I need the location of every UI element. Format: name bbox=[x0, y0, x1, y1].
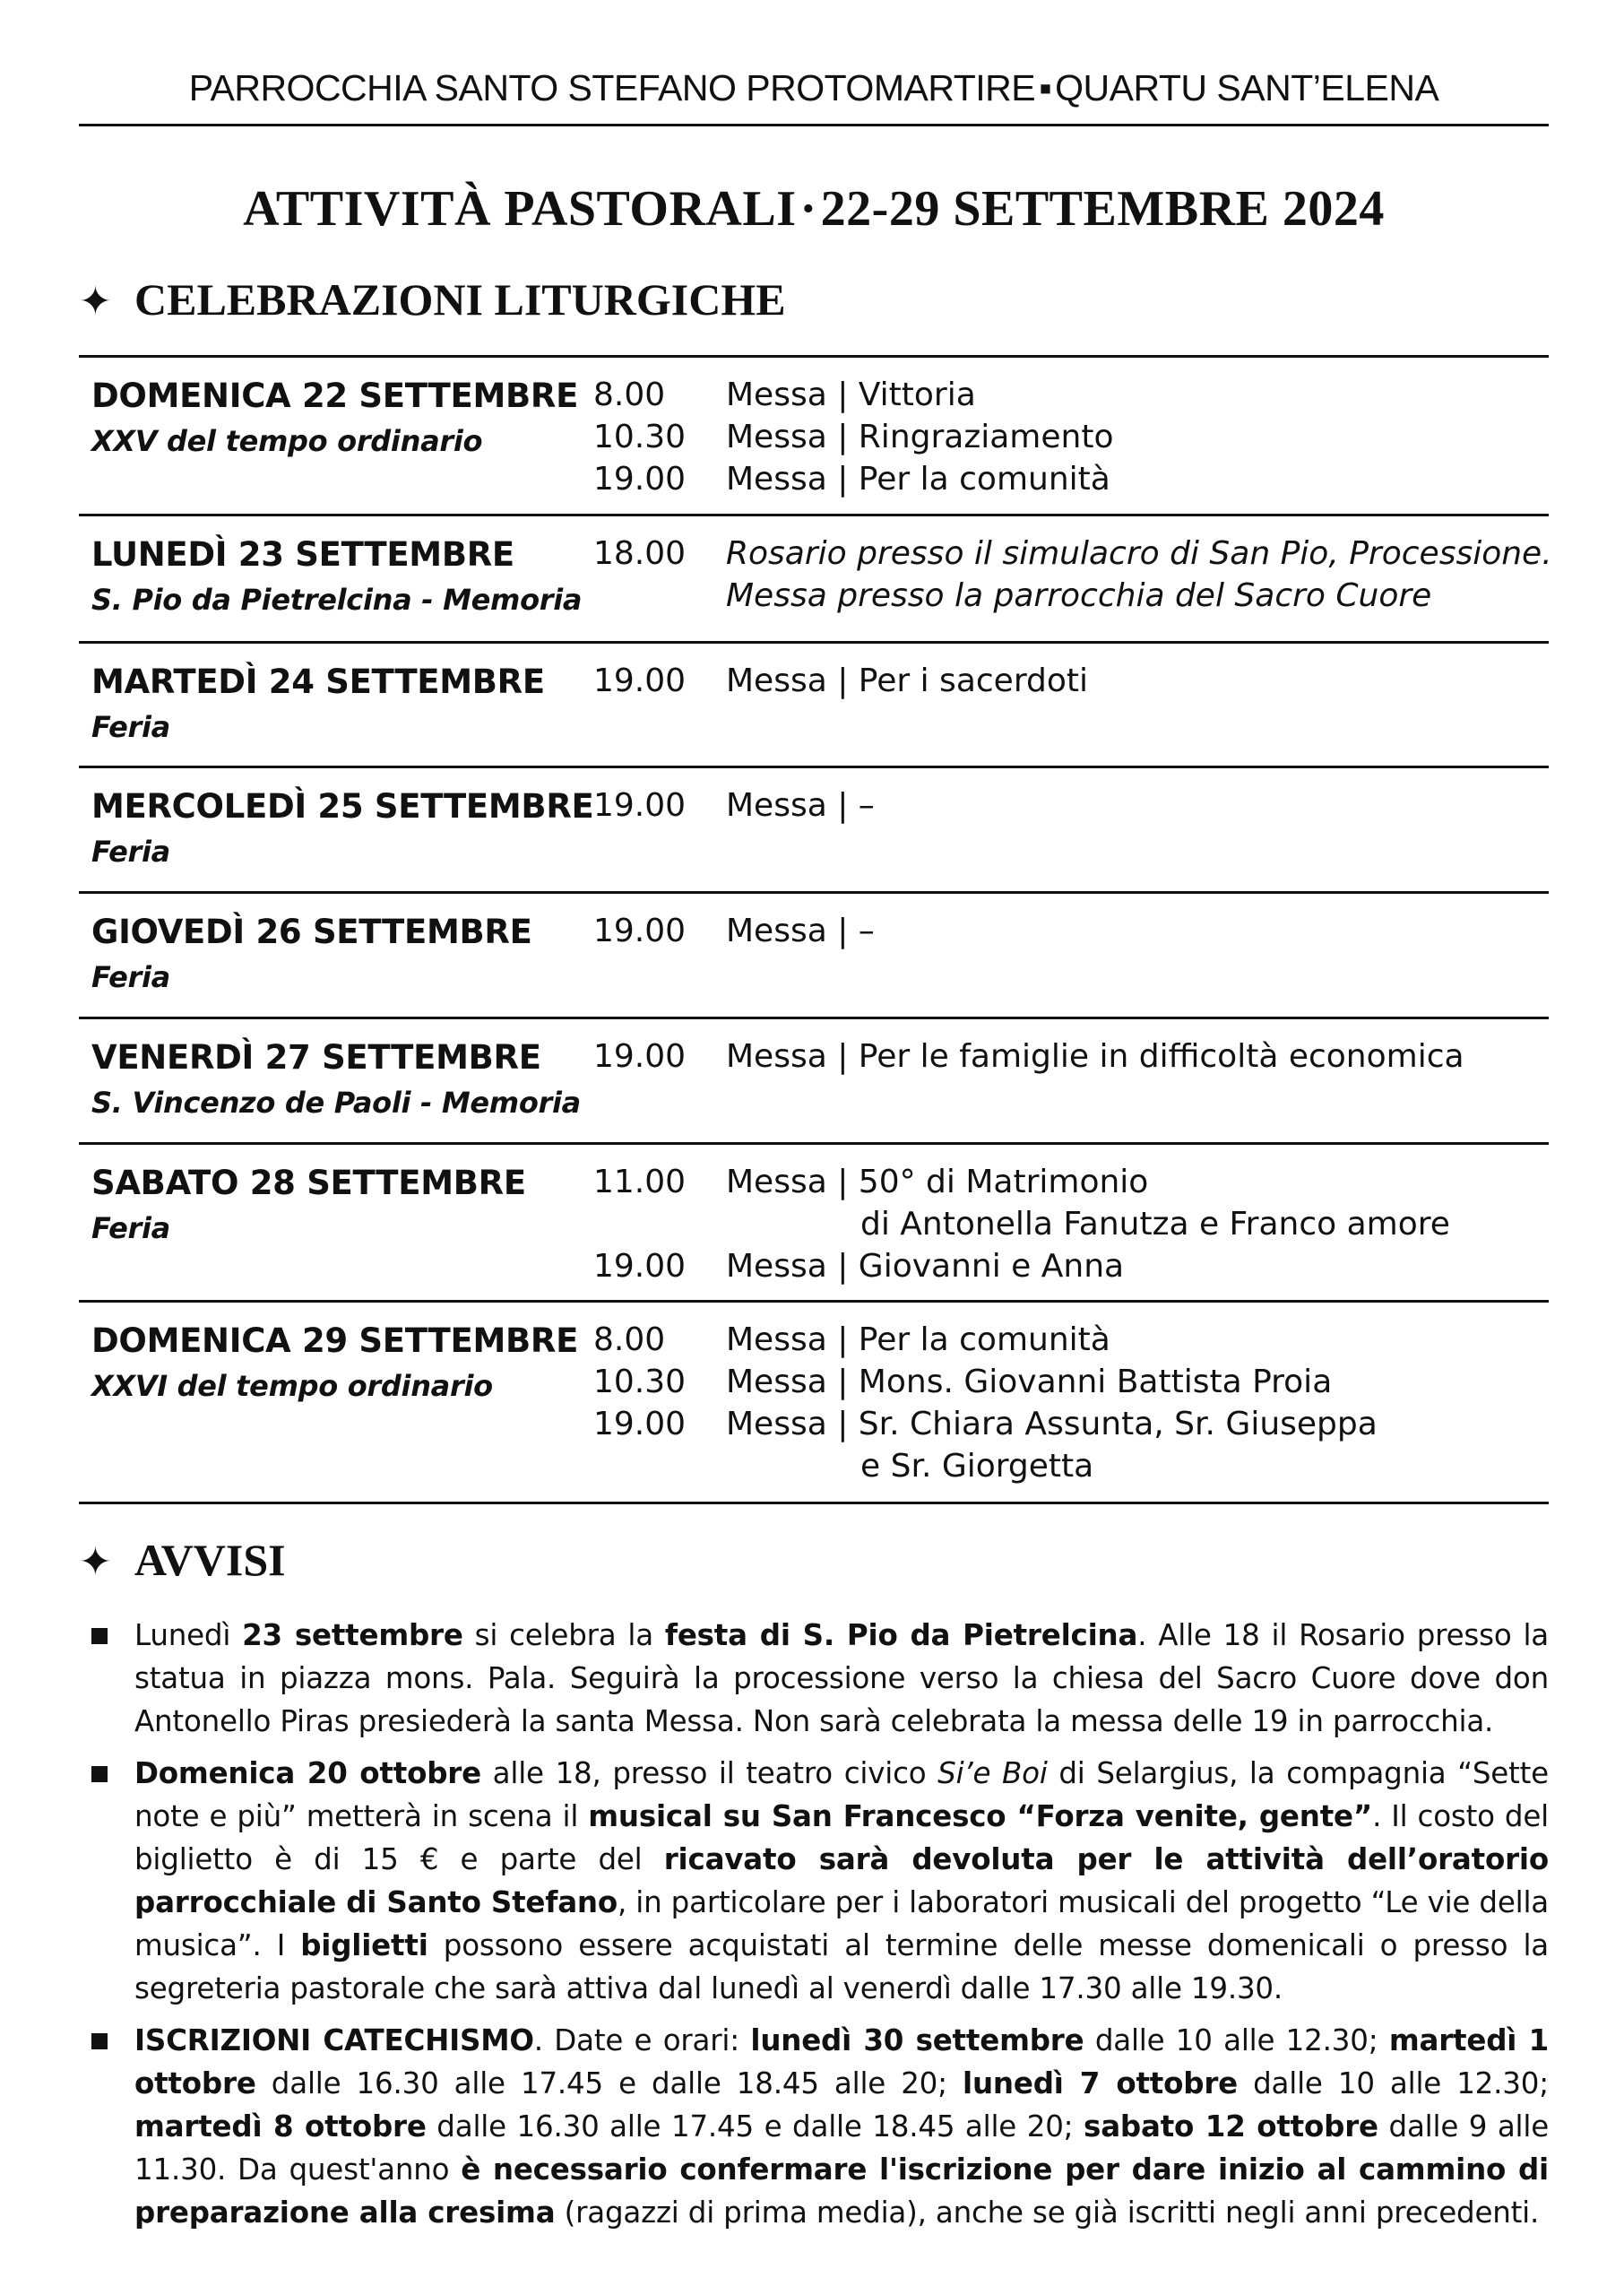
slot-description: Messa | Mons. Giovanni Battista Proia bbox=[726, 1364, 1333, 1400]
day-name: GIOVEDÌ 26 SETTEMBRE bbox=[91, 913, 532, 951]
notice-text: , in particolare per i laboratori musicali del progetto “Le vie della musica”. I bbox=[134, 1885, 1549, 1962]
day-name: DOMENICA 29 SETTEMBRE bbox=[91, 1321, 579, 1360]
day-cell bbox=[91, 1161, 526, 1251]
slot-time: 19.00 bbox=[593, 913, 687, 949]
parish-header bbox=[79, 63, 1549, 113]
notice-emphasis: lunedì 30 settembre bbox=[750, 2023, 1084, 2057]
header-divider bbox=[79, 124, 1549, 126]
notice-text: . Date e orari: bbox=[533, 2023, 751, 2057]
notice-emphasis: ISCRIZIONI CATECHISMO bbox=[134, 2023, 534, 2057]
liturgical-day: Feria bbox=[91, 1211, 170, 1245]
day-cell bbox=[91, 374, 578, 463]
parish-name: PARROCCHIA SANTO STEFANO PROTOMARTIRE bbox=[188, 67, 1036, 108]
notices-list bbox=[79, 1614, 1549, 2243]
notice-item bbox=[79, 1752, 1549, 2010]
day-name: VENERDÌ 27 SETTEMBRE bbox=[91, 1038, 541, 1077]
slot-time: 19.00 bbox=[593, 461, 687, 498]
day-cell bbox=[91, 1035, 581, 1125]
notice-emphasis: musical su San Francesco “Forza venite, gente” bbox=[588, 1799, 1373, 1833]
header-separator: ▪ bbox=[1039, 67, 1052, 108]
slot-description: Messa | Per la comunità bbox=[726, 1321, 1110, 1358]
day-cell bbox=[91, 660, 545, 749]
slot-description: Messa | Sr. Chiara Assunta, Sr. Giuseppa bbox=[726, 1406, 1378, 1442]
schedule-row bbox=[79, 1303, 1549, 1504]
day-cell bbox=[91, 784, 594, 874]
liturgical-day: Feria bbox=[91, 710, 170, 744]
notice-text: possono essere acquistati al termine delle messe domenicali o presso la segreteria pastorale che sarà attiva dal lunedì al venerdì dalle 17.30 alle 19.30. bbox=[134, 1928, 1550, 2005]
slot-time: 19.00 bbox=[593, 1038, 687, 1075]
slot-time: 19.00 bbox=[593, 1248, 687, 1285]
slot-time: 19.00 bbox=[593, 663, 687, 699]
notice-text: dalle 10 alle 12.30; bbox=[1084, 2023, 1389, 2057]
notice-text: di Selargius, la compagnia “Sette note e più” metterà in scena il bbox=[134, 1756, 1549, 1833]
notice-text: dalle 10 alle 12.30; bbox=[1238, 2066, 1549, 2100]
day-name: MERCOLEDÌ 25 SETTEMBRE bbox=[91, 787, 594, 826]
title-dates: 22-29 SETTEMBRE 2024 bbox=[820, 181, 1385, 237]
slot-description: Messa | 50° di Matrimonio bbox=[726, 1164, 1149, 1200]
day-name: SABATO 28 SETTEMBRE bbox=[91, 1164, 526, 1202]
schedule-row bbox=[79, 894, 1549, 1019]
slot-description: Messa | – bbox=[726, 913, 875, 949]
title-main: ATTIVITÀ PASTORALI bbox=[243, 181, 797, 237]
notice-text: dalle 16.30 alle 17.45 e dalle 18.45 alle 20; bbox=[255, 2066, 963, 2100]
notice-emphasis: festa di S. Pio da Pietrelcina bbox=[664, 1618, 1138, 1652]
notice-text: Lunedì bbox=[134, 1618, 243, 1652]
schedule-row bbox=[79, 644, 1549, 768]
day-cell bbox=[91, 910, 532, 1000]
notice-item bbox=[79, 1614, 1549, 1743]
slot-time: 18.00 bbox=[593, 535, 687, 572]
liturgical-day: S. Vincenzo de Paoli - Memoria bbox=[91, 1086, 581, 1120]
notice-item bbox=[79, 2019, 1549, 2234]
star-icon: ✦ bbox=[79, 1539, 112, 1585]
liturgical-day: S. Pio da Pietrelcina - Memoria bbox=[91, 583, 583, 617]
notice-text: dalle 16.30 alle 17.45 e dalle 18.45 alle 20; bbox=[426, 2109, 1084, 2143]
notice-text: . Il costo del biglietto è di 15 € e parte del bbox=[134, 1799, 1549, 1876]
slot-description: Messa | Giovanni e Anna bbox=[726, 1248, 1125, 1285]
notice-text: si celebra la bbox=[462, 1618, 665, 1652]
day-cell bbox=[91, 1319, 578, 1408]
notice-text: . Alle 18 il Rosario presso la statua in piazza mons. Pala. Seguirà la processione verso la chiesa del Sacro Cuore dove don Antonello Piras presiederà la santa Messa. Non sarà celebrata la messa delle 19 in parrocchia. bbox=[134, 1618, 1549, 1738]
slot-description: Rosario presso il simulacro di San Pio, Processione. bbox=[726, 535, 1552, 572]
notice-emphasis: biglietti bbox=[300, 1928, 428, 1962]
liturgical-day: XXV del tempo ordinario bbox=[91, 424, 483, 458]
section-heading-notices bbox=[79, 1531, 286, 1591]
notice-emphasis: martedì 8 ottobre bbox=[134, 2109, 427, 2143]
notice-emphasis: ricavato sarà devoluta per le attività dell’oratorio parrocchiale di Santo Stefano bbox=[134, 1842, 1549, 1919]
title-separator: · bbox=[799, 181, 817, 237]
day-name: DOMENICA 22 SETTEMBRE bbox=[91, 377, 579, 415]
section-heading-liturgical bbox=[79, 271, 786, 331]
liturgical-day: Feria bbox=[91, 835, 170, 869]
square-bullet-icon bbox=[91, 1766, 108, 1782]
slot-time: 8.00 bbox=[593, 1321, 666, 1358]
slot-description: Messa presso la parrocchia del Sacro Cuore bbox=[726, 577, 1432, 614]
schedule-row bbox=[79, 1019, 1549, 1145]
slot-description: Messa | Per le famiglie in difficoltà economica bbox=[726, 1038, 1464, 1075]
page-title bbox=[79, 178, 1549, 240]
notice-emphasis: Domenica 20 ottobre bbox=[134, 1756, 481, 1790]
slot-time: 11.00 bbox=[593, 1164, 687, 1200]
schedule-row bbox=[79, 358, 1549, 516]
square-bullet-icon bbox=[91, 1628, 108, 1644]
slot-time: 19.00 bbox=[593, 1406, 687, 1442]
star-icon: ✦ bbox=[79, 279, 112, 325]
liturgical-schedule bbox=[79, 355, 1552, 1504]
notice-italic: Si’e Boi bbox=[937, 1756, 1048, 1790]
notice-emphasis: sabato 12 ottobre bbox=[1084, 2109, 1378, 2143]
slot-time: 10.30 bbox=[593, 1364, 687, 1400]
schedule-row bbox=[79, 516, 1552, 644]
notice-emphasis: martedì 1 ottobre bbox=[134, 2023, 1549, 2100]
liturgical-day: Feria bbox=[91, 960, 170, 994]
section-heading-label: AVVISI bbox=[134, 1535, 286, 1585]
slot-description: e Sr. Giorgetta bbox=[860, 1448, 1094, 1485]
notice-emphasis: 23 settembre bbox=[242, 1618, 463, 1652]
slot-time: 19.00 bbox=[593, 787, 687, 824]
city-name: QUARTU SANT’ELENA bbox=[1055, 67, 1439, 108]
schedule-row bbox=[79, 1145, 1549, 1303]
notice-emphasis: lunedì 7 ottobre bbox=[963, 2066, 1238, 2100]
notice-text: (ragazzi di prima media), anche se già iscritti negli anni precedenti. bbox=[555, 2195, 1540, 2230]
day-name: LUNEDÌ 23 SETTEMBRE bbox=[91, 535, 514, 574]
section-heading-label: CELEBRAZIONI LITURGICHE bbox=[134, 274, 786, 325]
schedule-row bbox=[79, 768, 1549, 894]
slot-time: 10.30 bbox=[593, 419, 687, 455]
slot-time: 8.00 bbox=[593, 377, 666, 413]
slot-description: Messa | – bbox=[726, 787, 875, 824]
notice-text: dalle 9 alle 11.30. Da quest'anno bbox=[134, 2109, 1549, 2187]
liturgical-day: XXVI del tempo ordinario bbox=[91, 1369, 493, 1403]
day-cell bbox=[91, 533, 582, 622]
slot-description: Messa | Per i sacerdoti bbox=[726, 663, 1088, 699]
square-bullet-icon bbox=[91, 2033, 108, 2049]
day-name: MARTEDÌ 24 SETTEMBRE bbox=[91, 663, 545, 701]
notice-emphasis: è necessario confermare l'iscrizione per dare inizio al cammino di preparazione alla cresima bbox=[134, 2152, 1549, 2230]
notice-text: alle 18, presso il teatro civico bbox=[480, 1756, 938, 1790]
slot-description: Messa | Vittoria bbox=[726, 377, 976, 413]
slot-description: Messa | Per la comunità bbox=[726, 461, 1110, 498]
slot-description: di Antonella Fanutza e Franco amore bbox=[860, 1206, 1450, 1243]
slot-description: Messa | Ringraziamento bbox=[726, 419, 1114, 455]
